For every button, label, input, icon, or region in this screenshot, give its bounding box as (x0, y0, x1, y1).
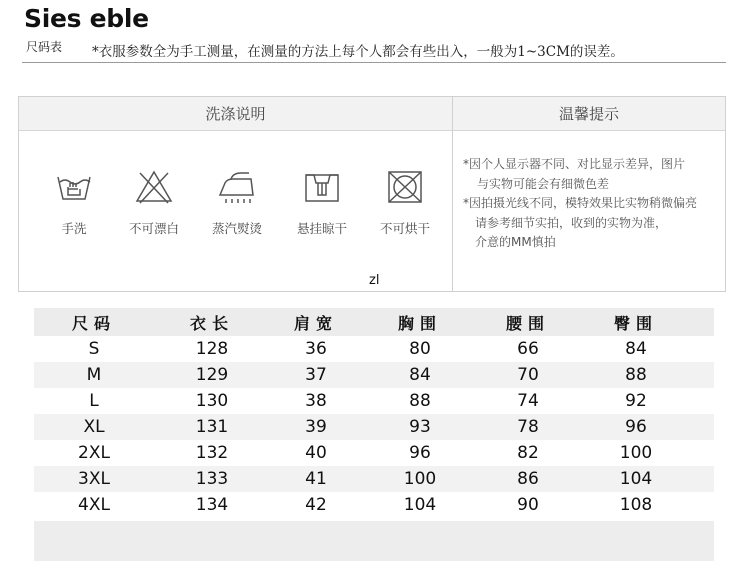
table-row (34, 414, 714, 440)
care-item-hang-dry (287, 169, 357, 237)
care-item-no-bleach (119, 169, 189, 237)
measurement-disclaimer: *衣服参数全为手工测量，在测量的方法上每个人都会有些出入，一般为1~3CM的误差。 (92, 44, 624, 60)
table-row (34, 336, 714, 362)
table-cell: 130 (195, 391, 229, 411)
tips-title: 温馨提示 (453, 97, 725, 131)
table-cell: 42 (305, 495, 327, 515)
table-cell: 92 (625, 391, 647, 411)
brand-title: Sies eble (24, 4, 149, 33)
no-tumble-dry-icon (385, 169, 425, 205)
tip-line: *因拍摄光线不同，模特效果比实物稍微偏亮 (463, 196, 698, 210)
care-item-hand-wash (39, 169, 109, 237)
table-row (34, 492, 714, 518)
table-cell: L (89, 391, 99, 411)
table-header-row (34, 308, 714, 336)
header-cell-shoulder: 肩宽 (293, 313, 338, 333)
table-cell: 3XL (78, 469, 110, 489)
care-label: 悬挂晾干 (296, 221, 347, 236)
table-cell: 128 (195, 339, 229, 359)
table-cell: 80 (409, 339, 431, 359)
tip-line: 与实物可能会有细微色差 (477, 176, 610, 191)
header-cell-waist: 腰围 (505, 313, 550, 333)
tip-line: 请参考细节实拍，收到的实物为准， (475, 215, 668, 230)
care-item-steam-iron (202, 169, 272, 237)
care-label: 蒸汽熨烫 (211, 221, 262, 236)
table-cell: 74 (517, 391, 539, 411)
table-cell: 133 (195, 469, 229, 489)
header-cell-bust: 胸围 (397, 313, 442, 333)
table-row (34, 440, 714, 466)
care-label: 手洗 (61, 221, 87, 236)
size-chart-label: 尺码表 (26, 40, 63, 54)
table-cell: S (88, 339, 100, 359)
care-label: 不可漂白 (128, 221, 179, 236)
table-row (34, 362, 714, 388)
table-cell: 88 (409, 391, 431, 411)
watermark-text: zl (369, 273, 380, 288)
header-cell-hip: 臀围 (613, 313, 658, 333)
table-cell: 108 (619, 495, 653, 515)
care-label: 不可烘干 (379, 221, 430, 236)
table-cell: 78 (517, 417, 539, 437)
table-cell: 70 (517, 365, 539, 385)
table-cell: 41 (305, 469, 327, 489)
table-cell: 40 (305, 443, 327, 463)
table-cell: 66 (517, 339, 539, 359)
header-cell-length: 衣长 (189, 313, 234, 333)
tips-text (463, 155, 725, 253)
table-cell: 4XL (78, 495, 110, 515)
care-item-no-tumble-dry (370, 169, 440, 237)
care-panel-divider (452, 97, 453, 291)
table-cell: 134 (195, 495, 229, 515)
table-cell: 93 (409, 417, 431, 437)
care-title: 洗涤说明 (19, 97, 452, 131)
hand-wash-icon (54, 169, 94, 205)
header-cell-size: 尺码 (71, 313, 116, 333)
table-cell: 38 (305, 391, 327, 411)
table-cell: 84 (409, 365, 431, 385)
hang-dry-icon (302, 169, 342, 205)
tip-line: 介意的MM慎拍 (475, 235, 556, 249)
table-cell: 90 (517, 495, 539, 515)
size-table (34, 308, 714, 518)
table-cell: 2XL (78, 443, 110, 463)
no-bleach-icon (134, 169, 174, 205)
table-cell: 84 (625, 339, 647, 359)
table-cell: 96 (409, 443, 431, 463)
table-cell: 131 (195, 417, 229, 437)
table-cell: 100 (403, 469, 437, 489)
table-cell: 86 (517, 469, 539, 489)
table-cell: 82 (517, 443, 539, 463)
table-cell: 129 (195, 365, 229, 385)
tip-line: *因个人显示器不同、对比显示差异，图片 (463, 157, 686, 171)
table-cell: 88 (625, 365, 647, 385)
top-divider (22, 62, 726, 63)
table-cell: XL (83, 417, 105, 437)
table-row (34, 466, 714, 492)
table-cell: M (86, 365, 102, 385)
table-cell: 104 (619, 469, 653, 489)
table-cell: 39 (305, 417, 327, 437)
table-cell: 132 (195, 443, 229, 463)
table-footer-bar (34, 521, 714, 561)
table-cell: 100 (619, 443, 653, 463)
table-cell: 104 (403, 495, 437, 515)
table-cell: 36 (305, 339, 327, 359)
care-panel (18, 96, 726, 292)
steam-iron-icon (217, 169, 257, 205)
table-row (34, 388, 714, 414)
table-cell: 37 (305, 365, 327, 385)
table-cell: 96 (625, 417, 647, 437)
